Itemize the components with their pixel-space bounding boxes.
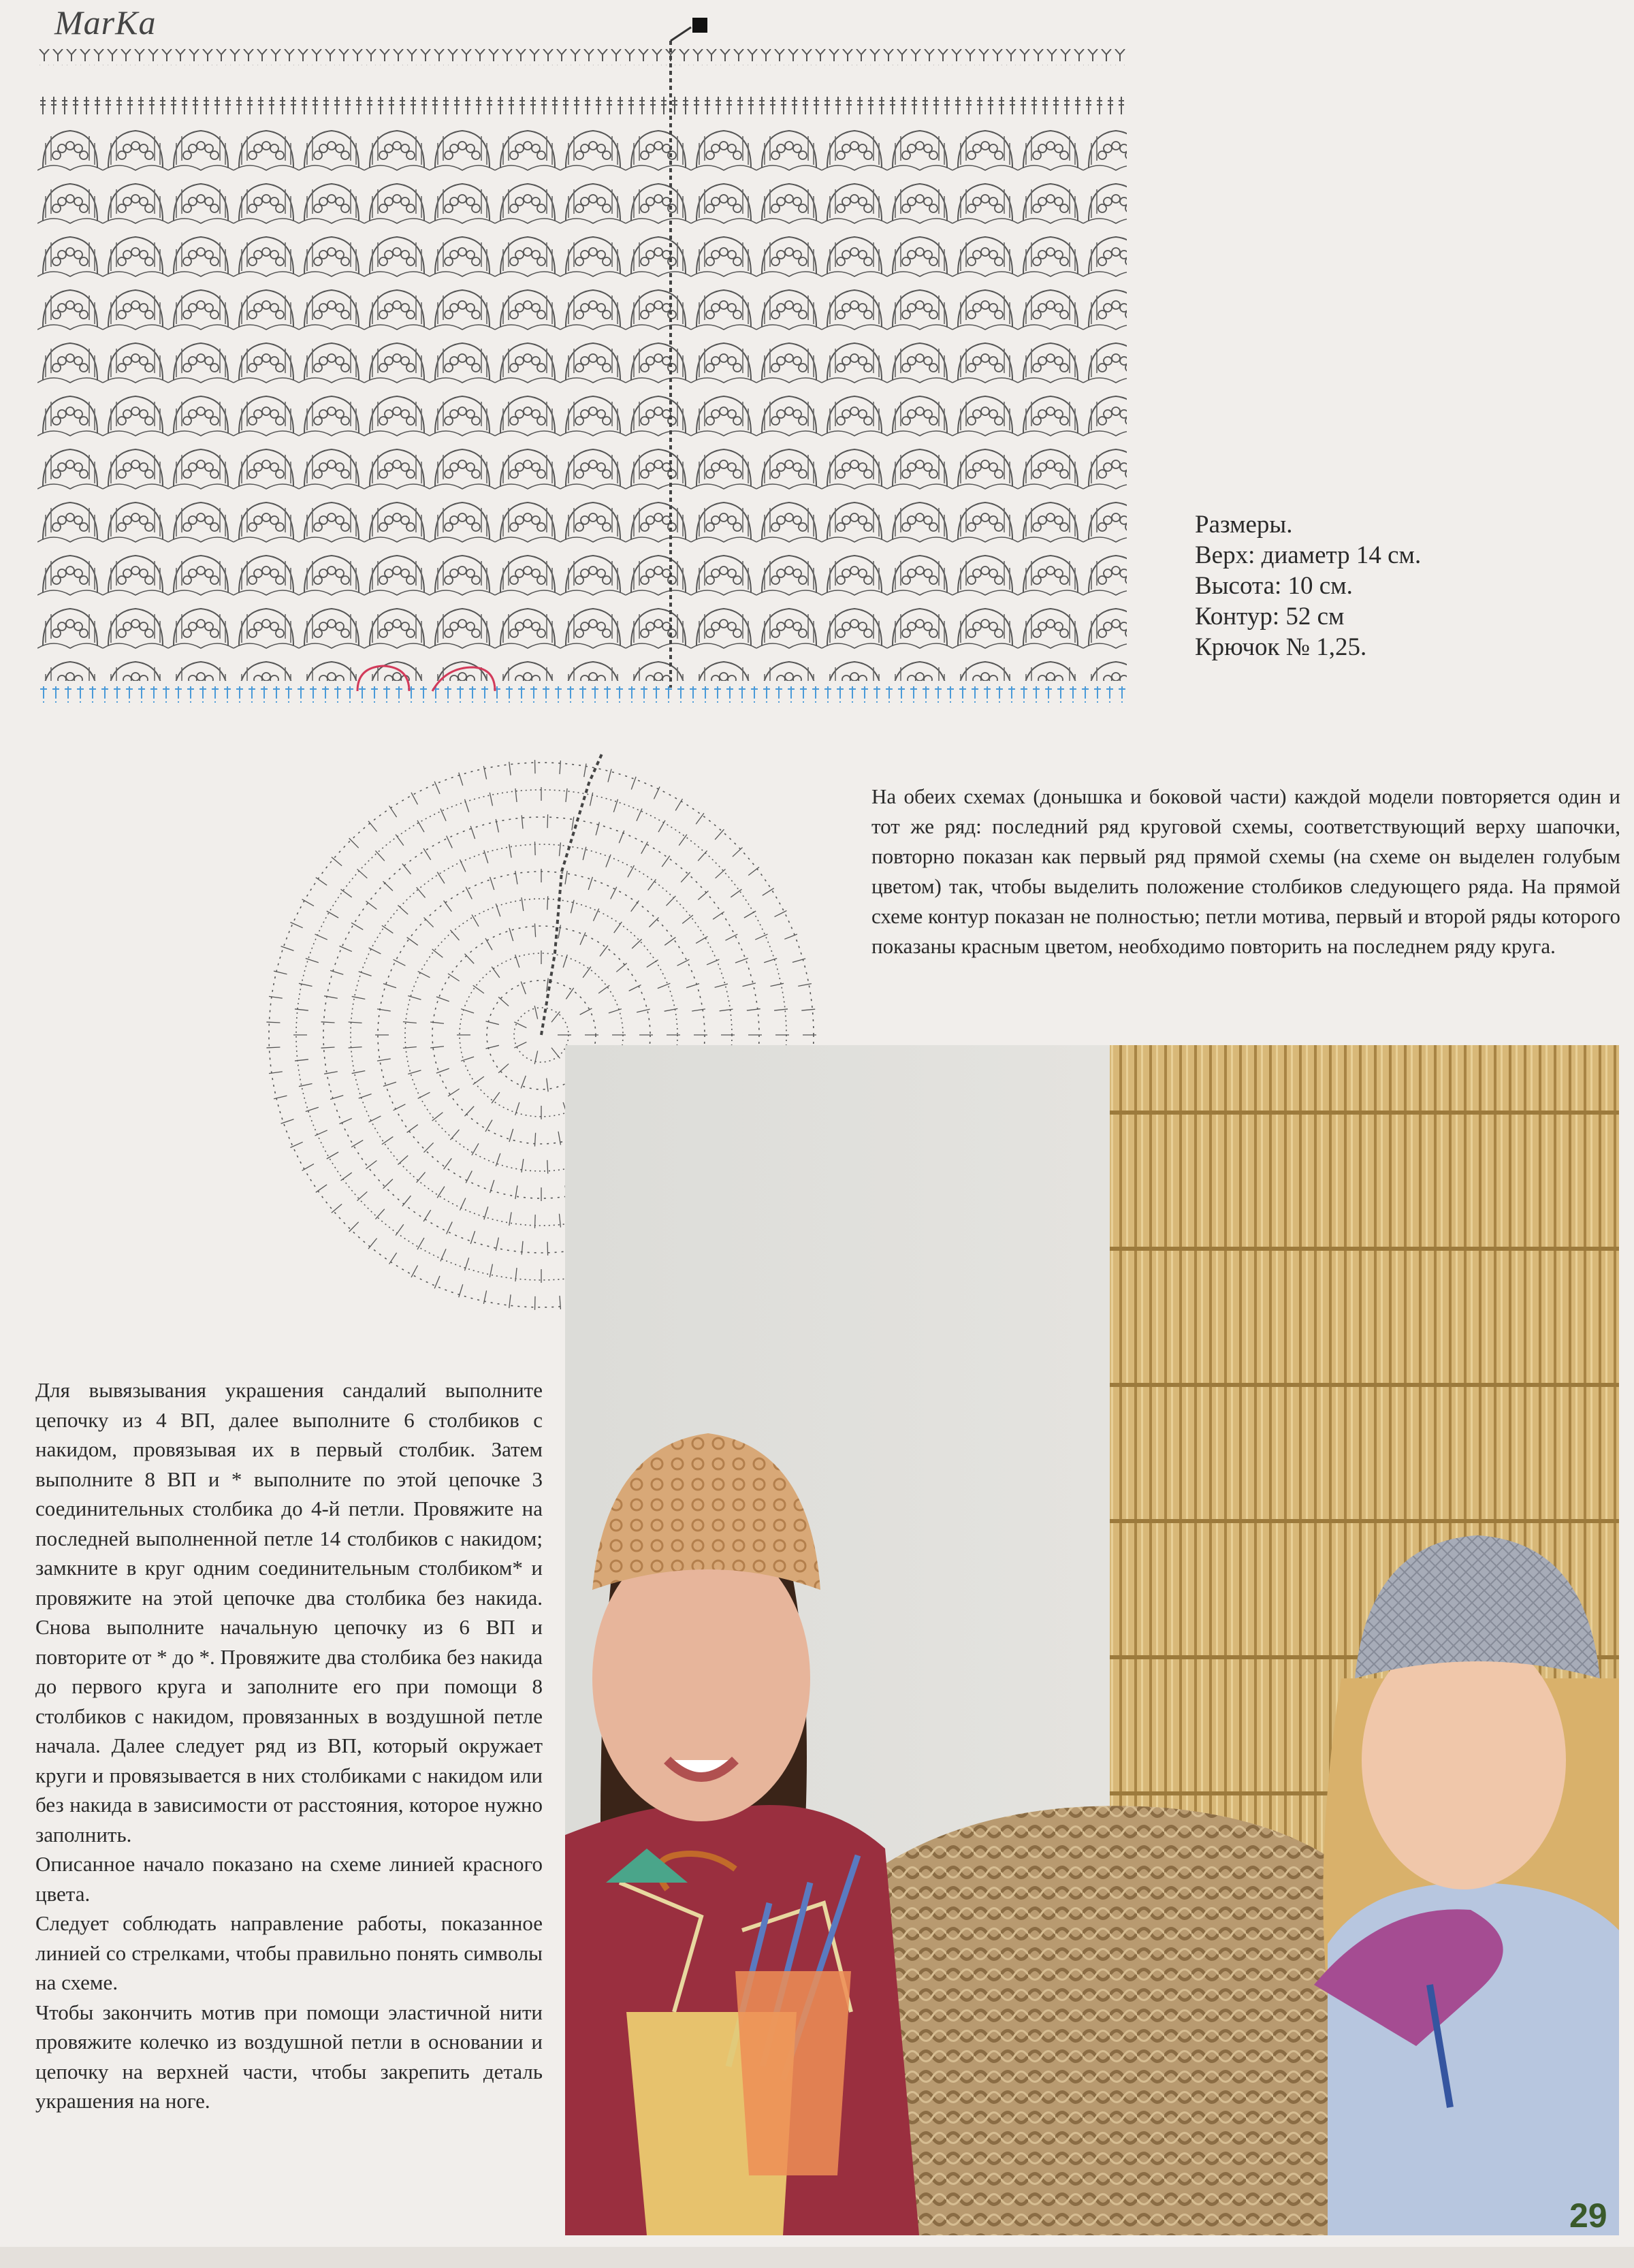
page-number: 29 bbox=[1569, 2197, 1607, 2235]
instruction-paragraph: Следует соблюдать направление работы, показанное линией со стрелками, чтобы правильно понять символы на схеме. bbox=[35, 1911, 543, 1994]
rectangular-crochet-chart bbox=[37, 14, 1127, 708]
page-bottom-edge bbox=[0, 2247, 1634, 2268]
size-contour: Контур: 52 см bbox=[1195, 603, 1345, 630]
watermark: MarKa bbox=[54, 3, 157, 42]
chart-explanation-text: На обеих схемах (донышка и боковой части) каждой модели повторяется один и тот же ряд: последний ряд круговой схемы, соответствующий верху шапочки, повторно показан как первый ряд прямой схемы (на схеме он выделен голубым цветом) так, чтобы выделить положение столбиков следующего ряда. На прямой схеме контур показан не полностью; петли мотива, первый и второй ряды которого показаны красным цветом, необходимо повторить на последнем ряду круга. bbox=[871, 784, 1620, 958]
sizes-block bbox=[1195, 509, 1576, 662]
size-height: Высота: 10 см. bbox=[1195, 572, 1353, 600]
photo-two-girls-in-crochet-hats bbox=[565, 1045, 1619, 2235]
instruction-paragraph: Для вывязывания украшения сандалий выполните цепочку из 4 ВП, далее выполните 6 столбиков с накидом, провязывая их в первый столбик. Затем выполните 8 ВП и * выполните по этой цепочке 3 соединительных столбика до 4-й петли. Провяжите на последней выполненной петле 14 столбиков с накидом; замкните в круг одним соединительным столбиком* и провяжите на этой цепочке два столбика без накида. Снова выполните начальную цепочку из 6 ВП и повторите от * до *. Провяжите два столбика без накида до первого круга и заполните его при помощи 8 столбиков с накидом, провязанных в воздушной петле начала. Далее следует ряд из ВП, который окружает круги и провязывается в них столбиками с накидом или без накида в зависимости от расстояния, которое нужно заполнить. bbox=[35, 1378, 543, 1847]
instruction-paragraph: Чтобы закончить мотив при помощи эластичной нити провяжите колечко из воздушной петли в основании и цепочку на верхней части, чтобы закрепить деталь украшения на ноге. bbox=[35, 2000, 543, 2113]
sandal-decoration-instructions bbox=[35, 1375, 543, 2116]
size-top: Верх: диаметр 14 см. bbox=[1195, 541, 1422, 569]
size-hook: Крючок № 1,25. bbox=[1195, 633, 1367, 661]
sizes-title: Размеры. bbox=[1195, 511, 1293, 539]
instruction-paragraph: Описанное начало показано на схеме линией красного цвета. bbox=[35, 1852, 543, 1906]
